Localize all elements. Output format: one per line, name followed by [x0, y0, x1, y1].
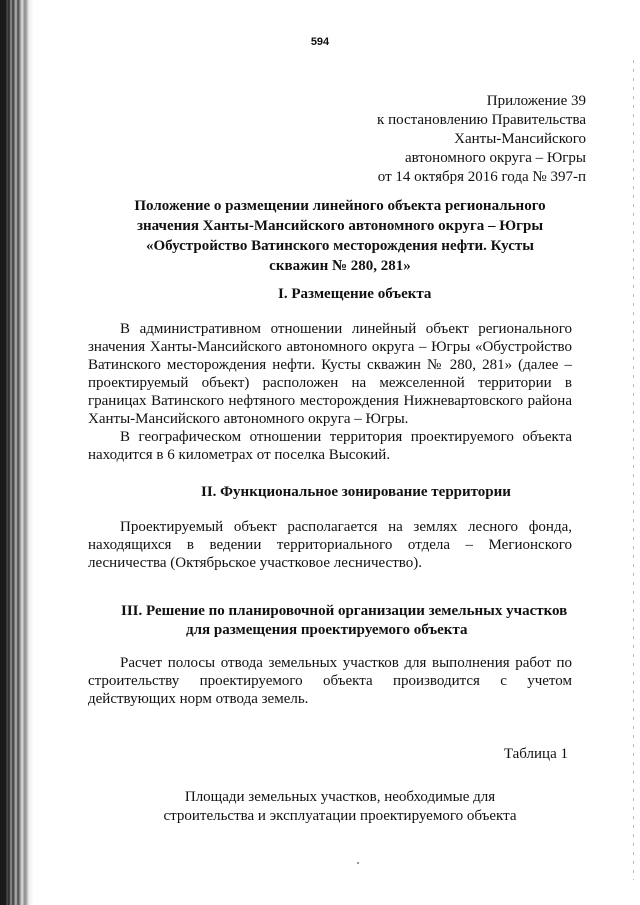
section-2-heading: II. Функциональное зонирование территории	[201, 484, 511, 500]
document-title	[110, 196, 570, 276]
title-line: Положение о размещении линейного объекта регионального	[134, 198, 546, 214]
title-line: значения Ханты-Мансийского автономного округа – Югры	[136, 218, 544, 234]
annex-line: Приложение 39	[486, 93, 586, 109]
page-number: 594	[310, 36, 330, 48]
paragraph: Проектируемый объект располагается на землях лесного фонда, находящихся в ведении территориального отдела – Мегионского лесничества (Октябрьское участковое лесничество).	[88, 519, 572, 571]
annex-block	[377, 92, 586, 187]
title-line: «Обустройство Ватинского месторождения нефти. Кусты	[146, 238, 534, 254]
paragraph: В географическом отношении территория проектируемого объекта находится в 6 километрах от поселка Высокий.	[88, 429, 572, 463]
annex-line: Ханты-Мансийского	[454, 131, 586, 147]
title-line: скважин № 280, 281»	[269, 258, 411, 274]
caption-line: Площади земельных участков, необходимые для	[184, 789, 496, 805]
caption-line: строительства и эксплуатации проектируемого объекта	[163, 808, 517, 824]
section-3-heading-line-2: для размещения проектируемого объекта	[186, 622, 468, 638]
annex-line: автономного округа – Югры	[404, 150, 586, 166]
section-2-body	[88, 518, 572, 572]
section-1-body	[88, 320, 572, 464]
annex-line: к постановлению Правительства	[377, 112, 586, 128]
scan-right-edge	[633, 60, 634, 880]
section-3-heading-line-1: III. Решение по планировочной организации земельных участков	[121, 603, 568, 619]
scan-binding-edge	[0, 0, 34, 905]
scan-speck	[357, 862, 359, 864]
section-3-body	[88, 654, 572, 708]
table-label: Таблица 1	[503, 746, 568, 762]
paragraph: Расчет полосы отвода земельных участков для выполнения работ по строительству проектируемого объекта производится с учетом действующих норм отвода земель.	[88, 655, 572, 707]
paragraph: В административном отношении линейный объект регионального значения Ханты-Мансийского автономного округа – Югры «Обустройство Ватинского месторождения нефти. Кусты скважин № 280, 281» (далее – проектируемый объект) расположен на межселенной территории в границах Ватинского нефтяного месторождения Нижневартовского района Ханты-Мансийского автономного округа – Югры.	[88, 321, 572, 427]
section-1-heading: I. Размещение объекта	[278, 286, 432, 302]
table-caption	[100, 788, 580, 826]
annex-line: от 14 октября 2016 года № 397-п	[377, 169, 586, 185]
